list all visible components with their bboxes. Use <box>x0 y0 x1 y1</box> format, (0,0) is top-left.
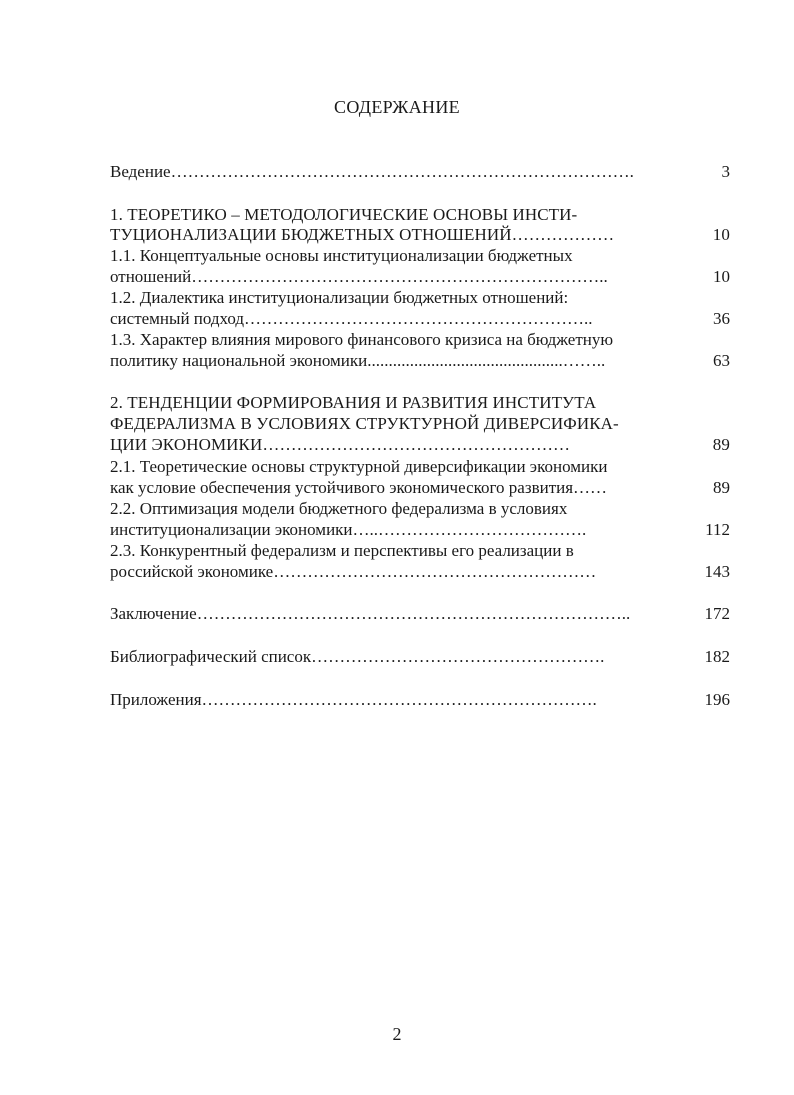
toc-section-2-2-title-part-2: институционализации экономики…..………………………………. <box>110 520 587 539</box>
toc-section-2-3-page: 143 <box>704 562 730 581</box>
page-number: 2 <box>392 1024 402 1044</box>
toc-section-2-1-line-2 <box>110 477 730 498</box>
toc-entry-intro-text: Ведение………………………………………………………………………. <box>110 162 634 181</box>
toc-section-2-1-title-part-1: 2.1. Теоретические основы структурной диверсификации экономики <box>110 457 608 476</box>
toc-section-1-1-title-part-2: отношений……………………………………………………………….. <box>110 267 608 286</box>
toc-chapter-2-page: 89 <box>712 435 730 454</box>
toc-chapter-1-title-part-1: 1. ТЕОРЕТИКО – МЕТОДОЛОГИЧЕСКИЕ ОСНОВЫ ИНСТИ- <box>110 205 578 224</box>
toc-section-1-1-title-part-1: 1.1. Концептуальные основы институционализации бюджетных <box>110 246 573 265</box>
toc-section-1-3-page: 63 <box>713 351 730 370</box>
toc-entry-intro <box>110 161 730 182</box>
toc-chapter-2-line-1 <box>110 392 730 413</box>
toc-section-1-2-page: 36 <box>713 309 730 328</box>
toc-section-2-3-line-1 <box>110 540 730 561</box>
toc-chapter-2-line-2 <box>110 413 730 434</box>
toc-section-1-2-title-part-2: системный подход…………………………………………………….. <box>110 309 593 328</box>
toc-section-2-2-line-2 <box>110 519 730 540</box>
toc-entry-conclusion-text: Заключение………………………………………………………………….. <box>110 604 631 623</box>
toc-section-1-3-line-1 <box>110 329 730 350</box>
page-title: СОДЕРЖАНИЕ <box>334 97 460 117</box>
toc-section-2-3-title-part-2: российской экономике………………………………………………… <box>110 562 597 581</box>
toc-chapter-1-page: 10 <box>712 225 730 244</box>
toc-section-2-3-line-2 <box>110 561 730 582</box>
toc-section-2-1-line-1 <box>110 456 730 477</box>
toc-section-1-3-title-part-1: 1.3. Характер влияния мирового финансового кризиса на бюджетную <box>110 330 614 349</box>
toc-entry-bibliography-page: 182 <box>704 647 730 666</box>
toc-chapter-2-title-part-3: ЦИИ ЭКОНОМИКИ……………………………………………… <box>110 435 571 454</box>
toc-section-2-1-title-part-2: как условие обеспечения устойчивого экономического развития…… <box>110 478 608 497</box>
toc-entry-conclusion <box>110 603 730 624</box>
toc-section-1-2-title-part-1: 1.2. Диалектика институционализации бюджетных отношений: <box>110 288 569 307</box>
toc-section-2-3-title-part-1: 2.3. Конкурентный федерализм и перспективы его реализации в <box>110 541 574 560</box>
toc-entry-appendices-text: Приложения……………………………………………………………. <box>110 690 597 709</box>
toc-section-1-2-line-1 <box>110 287 730 308</box>
toc-chapter-2-line-3 <box>110 434 730 455</box>
toc-section-1-1-page: 10 <box>713 267 730 286</box>
toc-chapter-2-title-part-2: ФЕДЕРАЛИЗМА В УСЛОВИЯХ СТРУКТУРНОЙ ДИВЕРСИФИКА- <box>110 414 619 433</box>
toc-entry-conclusion-page: 172 <box>704 604 730 623</box>
toc-section-1-2-line-2 <box>110 308 730 329</box>
toc-section-2-2-title-part-1: 2.2. Оптимизация модели бюджетного федерализма в условиях <box>110 499 568 518</box>
toc-chapter-2-title-part-1: 2. ТЕНДЕНЦИИ ФОРМИРОВАНИЯ И РАЗВИТИЯ ИНСТИТУТА <box>110 393 597 412</box>
toc-entry-appendices-page: 196 <box>704 690 730 709</box>
toc-section-1-1-line-1 <box>110 245 730 266</box>
toc-chapter-1-title-part-2: ТУЦИОНАЛИЗАЦИИ БЮДЖЕТНЫХ ОТНОШЕНИЙ……………… <box>110 225 615 244</box>
toc-entry-appendices <box>110 689 730 710</box>
toc-section-2-1-page: 89 <box>713 478 730 497</box>
toc-chapter-1-line-2 <box>110 224 730 245</box>
toc-section-1-3-title-part-2: политику национальной экономики..............................................…….. <box>110 351 606 370</box>
toc-section-1-3-line-2 <box>110 350 730 371</box>
toc-section-2-2-page: 112 <box>705 520 730 539</box>
toc-entry-intro-page: 3 <box>721 162 730 181</box>
toc-section-2-2-line-1 <box>110 498 730 519</box>
toc-section-1-1-line-2 <box>110 266 730 287</box>
toc-entry-bibliography <box>110 646 730 667</box>
toc-chapter-1-line-1 <box>110 204 730 225</box>
toc-entry-bibliography-text: Библиографический список……………………………………………. <box>110 647 605 666</box>
